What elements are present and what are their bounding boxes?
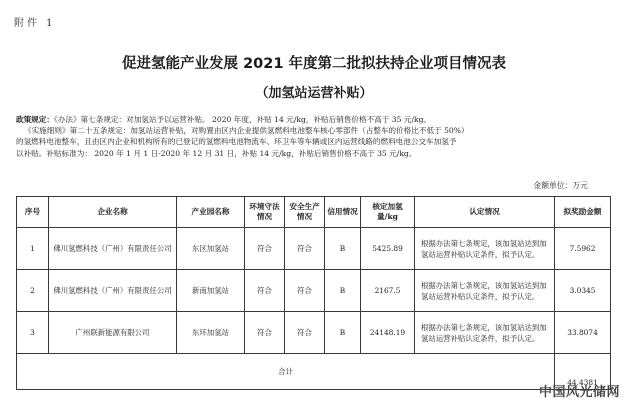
cell-environmental: 符合 <box>245 228 285 270</box>
cell-safety: 符合 <box>285 228 325 270</box>
cell-verified-hydrogen: 24148.19 <box>361 312 415 354</box>
cell-safety: 符合 <box>285 270 325 312</box>
subsidy-table <box>16 196 611 390</box>
cell-verified-hydrogen: 2167.5 <box>361 270 415 312</box>
cell-environmental: 符合 <box>245 312 285 354</box>
total-label: 合计 <box>17 354 555 390</box>
cell-award: 7.5962 <box>555 228 611 270</box>
cell-company: 佛川氢燃科技（广州）有限责任公司 <box>49 228 177 270</box>
header-credit: 信用情况 <box>325 197 361 228</box>
header-environmental: 环境守法情况 <box>245 197 285 228</box>
policy-section <box>16 114 610 159</box>
header-industrial-park: 产业园名称 <box>177 197 245 228</box>
table-row <box>17 228 611 270</box>
policy-line-1-text: 《办法》第七条规定：对加氢站予以运营补贴。 2020 年度，补贴 14 元/kg，补贴后销售价格不高于 35 元/kg。 <box>53 115 432 124</box>
cell-credit: B <box>325 312 361 354</box>
cell-verification: 根据办法第七条规定，该加氢站达到加氢站运营补贴认定条件，拟予认定。 <box>415 228 555 270</box>
cell-credit: B <box>325 228 361 270</box>
header-safety: 安全生产情况 <box>285 197 325 228</box>
cell-verification: 根据办法第七条规定，该加氢站达到加氢站运营补贴认定条件，拟予认定。 <box>415 312 555 354</box>
amount-unit-label: 金额单位：万元 <box>533 181 588 190</box>
document-title: 促进氢能产业发展 2021 年度第二批拟扶持企业项目情况表 <box>122 56 506 72</box>
header-award: 拟奖励金额 <box>555 197 611 228</box>
header-company: 企业名称 <box>49 197 177 228</box>
header-no: 序号 <box>17 197 49 228</box>
cell-company: 佛川氢燃科技（广州）有限责任公司 <box>49 270 177 312</box>
header-verified-hydrogen: 核定加氢量/kg <box>361 197 415 228</box>
document-subtitle: （加氢站运营补贴） <box>255 86 373 101</box>
cell-industrial-park: 新南加氢站 <box>177 270 245 312</box>
cell-no: 1 <box>17 228 49 270</box>
source-watermark: 中国风光储网 <box>538 385 620 400</box>
cell-award: 33.8074 <box>555 312 611 354</box>
total-value: 44.4381 <box>555 354 611 390</box>
policy-line-2: 《实施细则》第二十五条规定：加氢站运营补贴，对购置由区内企业提供氢燃料电池整车核心零部件（占整车的价格比不低于 50%） <box>24 126 469 136</box>
cell-no: 3 <box>17 312 49 354</box>
policy-line-1 <box>16 114 610 125</box>
header-verification: 认定情况 <box>415 197 555 228</box>
cell-award: 3.0345 <box>555 270 611 312</box>
table-row <box>17 270 611 312</box>
cell-company: 广州联新能源有限公司 <box>49 312 177 354</box>
cell-industrial-park: 东区加氢站 <box>177 228 245 270</box>
policy-lead: 政策规定： <box>16 115 54 124</box>
cell-safety: 符合 <box>285 312 325 354</box>
table-total-row <box>17 354 611 390</box>
cell-industrial-park: 东环加氢站 <box>177 312 245 354</box>
cell-verified-hydrogen: 5425.89 <box>361 228 415 270</box>
cell-environmental: 符合 <box>245 270 285 312</box>
attachment-label: 附件 1 <box>14 18 56 29</box>
cell-credit: B <box>325 270 361 312</box>
cell-no: 2 <box>17 270 49 312</box>
table-row <box>17 312 611 354</box>
policy-line-3: 的氢燃料电池整车，且由区内企业和机构所有的已登记的氢燃料电池物流车、环卫车等车辆或区内运营线路的燃料电池公交车加氢予 <box>16 137 457 147</box>
cell-verification: 根据办法第七条规定，该加氢站达到加氢站运营补贴认定条件，拟予认定。 <box>415 270 555 312</box>
table-header-row <box>17 197 611 228</box>
policy-line-4: 以补贴。补贴标准为： 2020 年 1 月 1 日-2020 年 12 月 31 日，补贴 14 元/kg，补贴后销售价格不高于 35 元/kg。 <box>16 148 417 158</box>
